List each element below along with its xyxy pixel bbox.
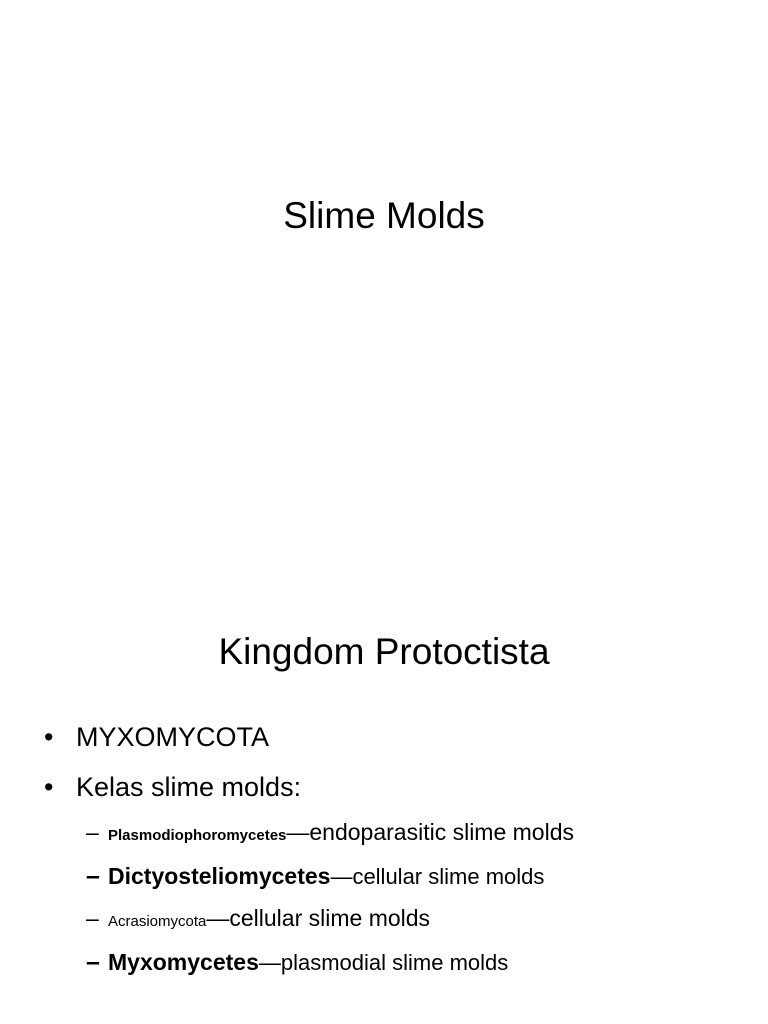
sub-bullet-marker: – — [86, 905, 99, 931]
slide-title: Kingdom Protoctista — [218, 631, 550, 672]
sub-bullet-term: Acrasiomycota — [108, 913, 207, 930]
sub-bullet-marker: – — [86, 862, 100, 890]
sub-bullet-term: Plasmodiophoromycetes — [108, 827, 287, 844]
sub-bullet-description: —plasmodial slime molds — [258, 950, 509, 975]
sub-bullet-item — [86, 817, 574, 851]
bullet-marker: • — [44, 772, 54, 802]
bullet-text: Kelas slime molds: — [76, 772, 302, 802]
sub-bullet-description: —cellular slime molds — [330, 864, 545, 889]
sub-bullet-item — [86, 903, 430, 937]
sub-bullet-item — [86, 947, 508, 978]
bullet-text: MYXOMYCOTA — [76, 722, 270, 752]
bullet-item — [44, 720, 269, 754]
sub-bullet-marker: – — [86, 948, 100, 976]
slide-title: Slime Molds — [283, 195, 485, 236]
sub-bullet-description: —cellular slime molds — [206, 905, 431, 931]
sub-bullet-term: Myxomycetes — [108, 949, 259, 975]
bullet-item — [44, 770, 301, 804]
bullet-marker: • — [44, 722, 54, 752]
sub-bullet-description: —endoparasitic slime molds — [286, 819, 575, 845]
sub-bullet-item — [86, 861, 544, 892]
sub-bullet-marker: – — [86, 819, 99, 845]
slide-2 — [0, 512, 768, 1024]
sub-bullet-term: Dictyosteliomycetes — [108, 863, 331, 889]
